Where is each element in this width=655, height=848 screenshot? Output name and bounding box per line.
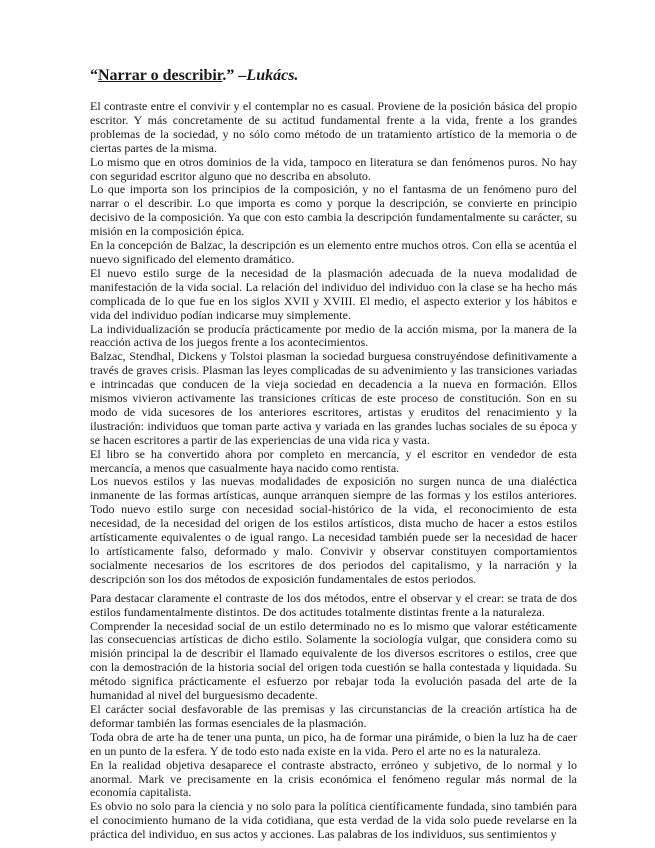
- title-author: –Lukács.: [238, 67, 299, 84]
- paragraph: Es obvio no solo para la ciencia y no solo para la política científicamente fundada, sino también para el conocimiento humano de la vida cotidiana, que esta verdad de la vida solo puede revelarse en la práctica del individuo, en sus actos y acciones. Las palabras de los individuos, sus sentimientos y: [90, 799, 577, 842]
- paragraph: Toda obra de arte ha de tener una punta, un pico, ha de formar una pirámide, o bien la luz ha de caer en un punto de la esfera. Y de todo esto nada existe en la vida. Pero el arte no es la naturaleza.: [90, 729, 577, 758]
- paragraph: El contraste entre el convivir y el contemplar no es casual. Proviene de la posición básica del propio escritor. Y más concretamente de su actitud fundamental frente a la vida, frente a los grandes problemas de la sociedad, y no sólo como método de un tratamiento artístico de la memoria o de ciertas partes de la misma.: [90, 99, 577, 155]
- paragraph: La individualización se producía prácticamente por medio de la acción misma, por la manera de la reacción activa de los juegos frente a los acontecimientos.: [90, 321, 577, 350]
- paragraph: El carácter social desfavorable de las premisas y las circunstancias de la creación artística ha de deformar también las formas esenciales de la plasmación.: [90, 701, 577, 730]
- paragraph: El nuevo estilo surge de la necesidad de la plasmación adecuada de la nueva modalidad de manifestación de la vida social. La relación del individuo del individuo con la clase se ha hecho más complicada de lo que fue en los siglos XVII y XVIII. El medio, el aspecto exterior y los hábitos e vida del individuo podían indicarse muy simplemente.: [90, 265, 577, 322]
- paragraph: Los nuevos estilos y las nuevas modalidades de exposición no surgen nunca de una dialéctica inmanente de las formas artísticas, aunque arranquen siempre de las formas y los estilos anteriores. Todo nuevo estilo surge con necesidad social-histórico de la vida, el reconocimiento de esta necesidad, de la necesidad del origen de los estilos artísticos, dista mucho de hacer a estos estilos artísticamente equivalentes o de igual rango. La necesidad también puede ser la necesidad de hacer lo artísticamente falso, deformado y malo. Convivir y observar constituyen comportamientos socialmente necesarios de los escritores de dos periodos del capitalismo, y la narración y la descripción son los dos métodos de exposición fundamentales de estos periodos.: [90, 474, 577, 586]
- paragraph: Comprender la necesidad social de un estilo determinado no es lo mismo que valorar estéticamente las consecuencias artísticas de dicho estilo. Solamente la sociología vulgar, que considera como su misión principal la de describir el llamado equivalente de los diversos escritores o estilos, cree que con la demostración de la historia social del origen toda cuestión se halla contestada y liquidada. Su método significa prácticamente el esfuerzo por rebajar toda la evolución pasada del arte de la humanidad al nivel del burguesismo decadente.: [90, 618, 577, 703]
- title-text: Narrar o describir: [98, 67, 223, 84]
- title-close-quote: .”: [222, 67, 239, 84]
- paragraph: El libro se ha convertido ahora por completo en mercancía, y el escritor en vendedor de esta mercancía, a menos que casualmente haya nacido como rentista.: [90, 446, 577, 475]
- paragraph: Balzac, Stendhal, Dickens y Tolstoi plasman la sociedad burguesa construyéndose definitivamente a través de graves crisis. Plasman las leyes complicadas de su advenimiento y las transiciones variadas e intrincadas que conducen de la vieja sociedad en decadencia a la nueva en formación. Ellos mismos vivieron activamente las transiciones críticas de este proceso de constitución. Son en su modo de vida sucesores de los anteriores escritores, artistas y eruditos del renacimiento y la ilustración: individuos que toman parte activa y variada en las grandes luchas sociales de su época y se hacen escritores a partir de las experiencias de una vida rica y vasta.: [90, 349, 577, 447]
- paragraph: Para destacar claramente el contraste de los dos métodos, entre el observar y el crear: se trata de dos estilos fundamentalmente distintos. De dos actitudes totalmente distintas frente a la naturaleza.: [90, 590, 577, 619]
- paragraph: Lo que importa son los principios de la composición, y no el fantasma de un fenómeno puro del narrar o el describir. Lo que importa es como y porque la descripción, se convierte en principio decisivo de la composición. Ya que con esto cambia la descripción fundamentalmente su carácter, su misión en la composición épica.: [90, 182, 577, 239]
- title-open-quote: “: [90, 67, 98, 84]
- document-page: [90, 66, 577, 842]
- paragraph: En la concepción de Balzac, la descripción es un elemento entre muchos otros. Con ella se acentúa el nuevo significado del elemento dramático.: [90, 238, 577, 266]
- paragraph: Lo mismo que en otros dominios de la vida, tampoco en literatura se dan fenómenos puros. No hay con seguridad escritor alguno que no describa en absoluto.: [90, 154, 577, 183]
- paragraph: En la realidad objetiva desaparece el contraste abstracto, erróneo y subjetivo, de lo normal y lo anormal. Mark ve precisamente en la crisis económica el fenómeno regular más normal de la economía capitalista.: [90, 757, 577, 800]
- document-title: [90, 66, 577, 86]
